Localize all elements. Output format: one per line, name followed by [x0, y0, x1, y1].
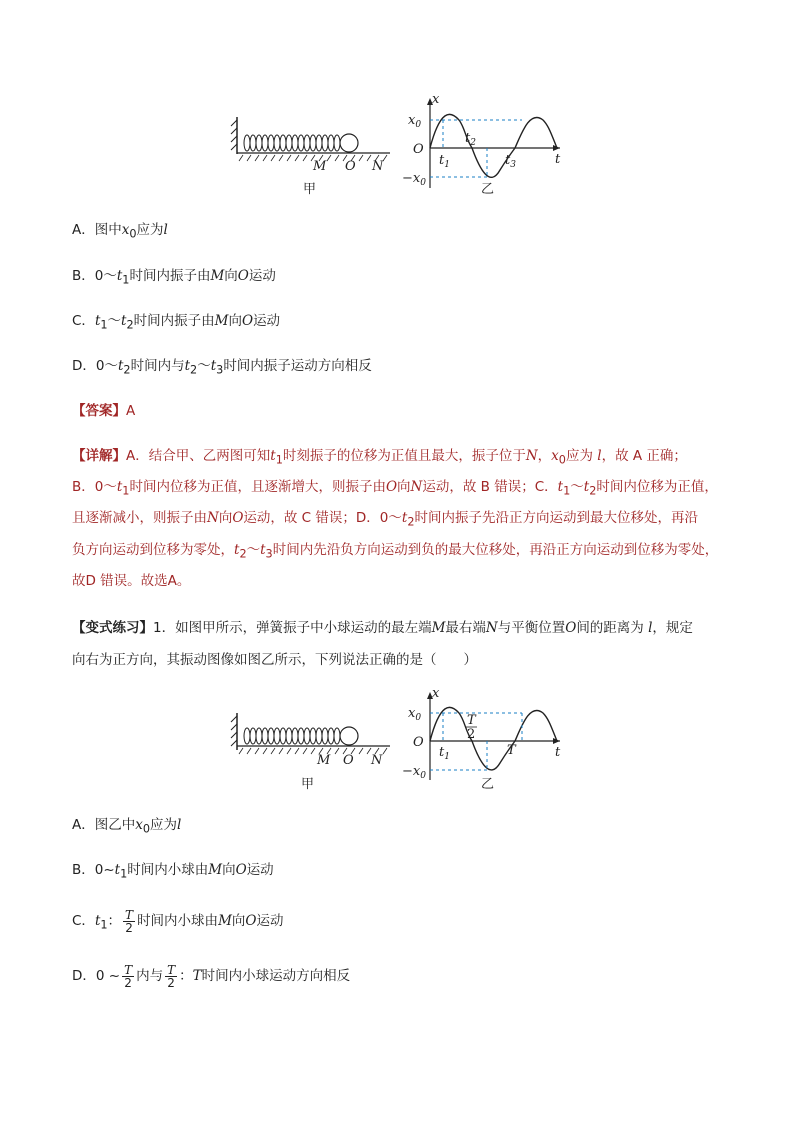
- ball-2: [340, 727, 358, 745]
- origin-label: O: [413, 142, 424, 157]
- label-O-2: O: [343, 753, 354, 768]
- svg-text:−x0: $-x_0$: [402, 171, 426, 188]
- oscillation-graph: [402, 92, 561, 197]
- svg-text:x0: $x_0$: [408, 113, 422, 130]
- svg-text:x0: $x_0$: [408, 706, 422, 723]
- svg-text:t3: $t_3$: [505, 153, 516, 170]
- q1-option-b[interactable]: B．$0\sim t_1$时间内振子由M向O运动: [72, 268, 276, 287]
- q2-option-c[interactable]: C．$t_1$： $\frac{T}{2}$ 时间内小球由M向O运动: [72, 907, 284, 935]
- label-O: O: [345, 159, 356, 174]
- caption-yi: 乙: [481, 182, 495, 197]
- svg-text:−x0: $-x_0$: [402, 764, 426, 781]
- svg-text:O: O: [413, 735, 424, 750]
- spring-diagram: [231, 117, 390, 197]
- svg-text:T: T: [467, 713, 476, 728]
- figure-2: [225, 688, 575, 796]
- label-M-2: M: [317, 753, 331, 768]
- caption-jia-2: 甲: [301, 777, 315, 792]
- q1-option-d[interactable]: D．$0\sim t_2$时间内与$t_2\sim t_3$时间内振子运动方向相反: [72, 358, 372, 377]
- answer: 【答案】A: [72, 403, 136, 419]
- q2-option-d[interactable]: D．0 ~ $\frac{T}{2}$ 内与 $\frac{T}{2}$ ：T时间内小球运动方向相反: [72, 962, 351, 990]
- q2-option-b[interactable]: B．$0\sim t_1$时间内小球由M向O运动: [72, 862, 274, 881]
- detail-line-5: 故D 错误。故选A。: [72, 573, 191, 589]
- detail-line-3: 且逐渐减小，则振子由N向O运动，故 C 错误；D．$0\sim t_2$时间内振子先沿正方向运动到最大位移处，再沿: [72, 510, 698, 529]
- axis-x-label: x: [432, 92, 440, 107]
- oscillation-graph-2: [402, 688, 561, 792]
- q2-option-a[interactable]: A．图乙中$x_0$应为l: [72, 817, 182, 836]
- variant-line-1: 【变式练习】1．如图甲所示，弹簧振子中小球运动的最左端M最右端N与平衡位置O间的距离为 l，规定: [72, 620, 693, 636]
- label-N-2: N: [371, 753, 383, 768]
- svg-text:乙: 乙: [481, 777, 495, 792]
- spring-coil: [244, 135, 340, 151]
- svg-text:T: T: [507, 743, 516, 758]
- variant-line-2: 向右为正方向，其振动图像如图乙所示，下列说法正确的是（ ）: [72, 652, 477, 668]
- svg-text:2: 2: [467, 727, 476, 742]
- detail-line-2: B．$0\sim t_1$时间内位移为正值，且逐渐增大，则振子由O向N运动，故 B 错误；C．$t_1\sim t_2$时间内位移为正值，: [72, 479, 718, 498]
- caption-jia: 甲: [303, 182, 317, 197]
- detail-line-4: 负方向运动到位移为零处，$t_2\sim t_3$时间内先沿负方向运动到负的最大位移处，再沿正方向运动到位移为零处，: [72, 542, 719, 561]
- label-N: N: [372, 159, 384, 174]
- q1-option-a[interactable]: A．图中$x_0$应为l: [72, 222, 168, 241]
- q1-option-c[interactable]: C．$t_1\sim t_2$时间内振子由M向O运动: [72, 313, 281, 332]
- spring-diagram-2: [231, 713, 390, 792]
- svg-text:t: t: [555, 745, 561, 760]
- detail-line-1: 【详解】A．结合甲、乙两图可知$t_1$时刻振子的位移为正值且最大，振子位于N，$x_0$应为 l，故 A 正确；: [72, 448, 687, 467]
- label-M: M: [313, 159, 327, 174]
- svg-text:t1: $t_1$: [439, 153, 450, 170]
- axis-t-label: t: [555, 152, 561, 167]
- figure-1: [225, 92, 575, 200]
- svg-text:x: x: [432, 688, 440, 701]
- ball: [340, 134, 358, 152]
- svg-text:t2: $t_2$: [465, 131, 476, 148]
- svg-text:t1: $t_1$: [439, 745, 450, 762]
